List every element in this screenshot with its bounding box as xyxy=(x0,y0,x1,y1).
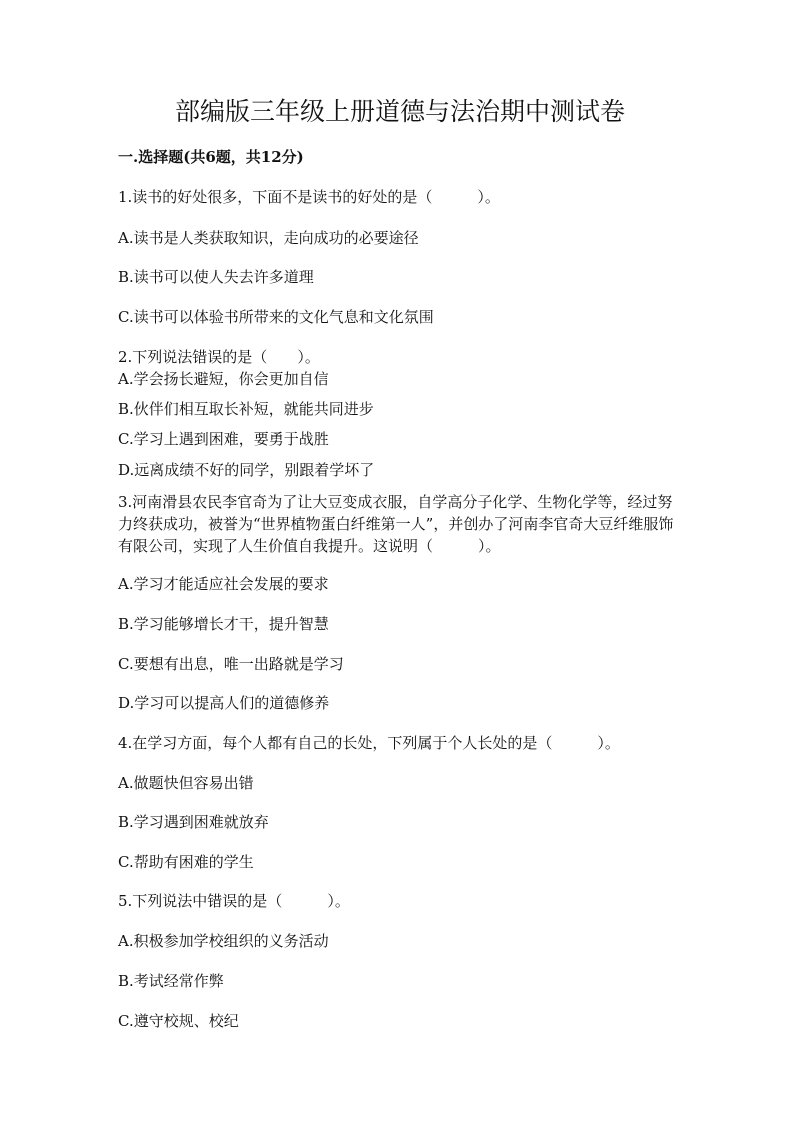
question-2-option-c: C.学习上遇到困难，要勇于战胜 xyxy=(118,430,329,448)
question-5-stem: 5.下列说法中错误的是（ ）。 xyxy=(118,892,350,910)
question-2-stem: 2.下列说法错误的是（ ）。 xyxy=(118,348,320,366)
question-1-option-b: B.读书可以使人失去许多道理 xyxy=(118,268,314,286)
page-title: 部编版三年级上册道德与法治期中测试卷 xyxy=(174,97,625,126)
question-1-option-c: C.读书可以体验书所带来的文化气息和文化氛围 xyxy=(118,308,434,326)
question-3-option-a: A.学习才能适应社会发展的要求 xyxy=(118,575,329,593)
question-4-option-c: C.帮助有困难的学生 xyxy=(118,853,254,871)
question-2-option-d: D.远离成绩不好的同学，别跟着学坏了 xyxy=(118,461,375,479)
question-3-stem: 3.河南滑县农民李官奇为了让大豆变成衣服，自学高分子化学、生物化学等，经过努力终获成功，被誉为“世界植物蛋白纤维第一人”，并创办了河南李官奇大豆纤维服饰有限公司，实现了人生价值自我提升。这说明（ ）。 xyxy=(118,493,674,555)
question-1-stem: 1.读书的好处很多，下面不是读书的好处的是（ ）。 xyxy=(118,188,500,206)
question-2-option-b: B.伙伴们相互取长补短，就能共同进步 xyxy=(118,400,374,418)
section-heading: 一.选择题(共6题，共12分) xyxy=(118,148,304,166)
question-5-option-a: A.积极参加学校组织的义务活动 xyxy=(118,932,329,950)
question-4-stem: 4.在学习方面，每个人都有自己的长处，下列属于个人长处的是（ ）。 xyxy=(118,734,620,752)
question-4-option-b: B.学习遇到困难就放弃 xyxy=(118,813,269,831)
question-3-option-c: C.要想有出息，唯一出路就是学习 xyxy=(118,655,344,673)
question-4-option-a: A.做题快但容易出错 xyxy=(118,774,254,792)
question-3-option-b: B.学习能够增长才干，提升智慧 xyxy=(118,615,329,633)
question-5-option-c: C.遵守校规、校纪 xyxy=(118,1012,239,1030)
question-1-option-a: A.读书是人类获取知识，走向成功的必要途径 xyxy=(118,229,419,247)
question-2-option-a: A.学会扬长避短，你会更加自信 xyxy=(118,370,329,388)
question-5-option-b: B.考试经常作弊 xyxy=(118,972,224,990)
question-3-option-d: D.学习可以提高人们的道德修养 xyxy=(118,694,330,712)
